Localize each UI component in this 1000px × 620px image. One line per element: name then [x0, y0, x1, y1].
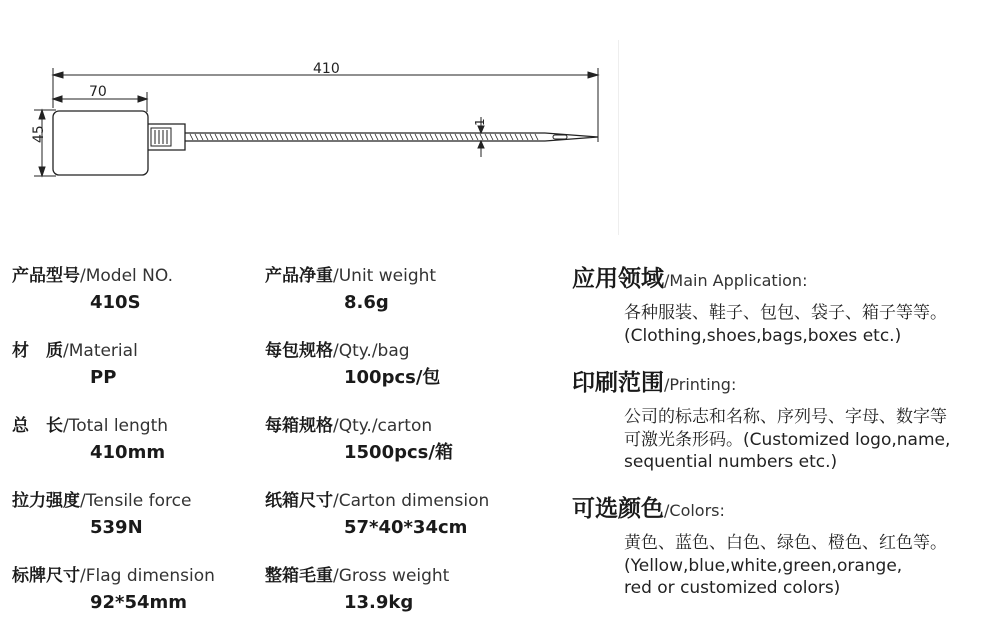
spec-label-en: /Gross weight — [333, 566, 450, 586]
strap-tooth — [290, 134, 293, 140]
spec-label-en: /Unit weight — [333, 266, 437, 286]
spec-value: 13.9kg — [344, 592, 414, 613]
divider-line — [618, 40, 619, 235]
spec-label-zh: 总 长 — [12, 416, 63, 436]
strap-tooth — [245, 134, 248, 140]
dim-label-height: 45 — [31, 125, 47, 143]
strap-tooth — [455, 134, 458, 140]
strap-tooth — [445, 134, 448, 140]
spec-value: 57*40*34cm — [344, 517, 468, 538]
spec-label-zh: 每包规格 — [265, 341, 333, 361]
strap-tooth — [320, 134, 323, 140]
strap-tooth — [280, 134, 283, 140]
spec-flag-dimension — [12, 565, 215, 615]
strap-tooth — [485, 134, 488, 140]
strap-tooth — [535, 134, 538, 140]
section-title-zh: 印刷范围 — [572, 370, 664, 396]
strap-tooth — [350, 134, 353, 140]
spec-value: 539N — [90, 517, 143, 538]
spec-value: 410mm — [90, 442, 166, 463]
spec-total-length — [12, 415, 168, 465]
section-body: 公司的标志和名称、序列号、字母、数字等 可激光条形码。(Customized logo,name, sequential numbers etc.) — [624, 407, 951, 472]
strap-tooth — [200, 134, 203, 140]
flag-tag — [53, 111, 148, 175]
spec-label-en: /Model NO. — [80, 266, 173, 286]
strap-tooth — [375, 134, 378, 140]
strap-teeth — [190, 134, 538, 140]
strap-tooth — [520, 134, 523, 140]
strap-tooth — [265, 134, 268, 140]
spec-qty-carton — [265, 415, 453, 465]
strap-tooth — [205, 134, 208, 140]
strap-tooth — [250, 134, 253, 140]
spec-qty-bag — [265, 340, 440, 390]
strap-tooth — [500, 134, 503, 140]
strap-tooth — [235, 134, 238, 140]
spec-label-zh: 材 质 — [12, 341, 63, 361]
strap-tooth — [475, 134, 478, 140]
spec-material — [12, 340, 138, 390]
strap-tooth — [315, 134, 318, 140]
arrow-height-top — [39, 110, 45, 119]
spec-label-zh: 每箱规格 — [265, 416, 333, 436]
strap-tooth — [385, 134, 388, 140]
strap-tooth — [255, 134, 258, 140]
strap-tooth — [210, 134, 213, 140]
strap-tooth — [460, 134, 463, 140]
section-title-en: /Printing: — [664, 375, 737, 394]
strap-tooth — [525, 134, 528, 140]
spec-label-en: /Carton dimension — [333, 491, 490, 511]
section-printing — [572, 368, 992, 474]
arrow-flag-right — [138, 96, 147, 102]
spec-label-en: /Qty./bag — [333, 341, 410, 361]
strap-tooth — [530, 134, 533, 140]
strap-tooth — [425, 134, 428, 140]
spec-value: 410S — [90, 292, 141, 313]
strap-tooth — [450, 134, 453, 140]
arrow-total-right — [588, 72, 598, 78]
strap-tooth — [415, 134, 418, 140]
strap-tooth — [295, 134, 298, 140]
strap-tooth — [420, 134, 423, 140]
strap-tooth — [380, 134, 383, 140]
strap-tooth — [410, 134, 413, 140]
strap-tooth — [340, 134, 343, 140]
spec-tensile-force — [12, 490, 191, 540]
strap-tooth — [440, 134, 443, 140]
arrow-flag-left — [53, 96, 62, 102]
strap-tooth — [510, 134, 513, 140]
strap-tooth — [355, 134, 358, 140]
strap-tooth — [220, 134, 223, 140]
dim-label-total: 410 — [313, 61, 340, 77]
strap-tooth — [330, 134, 333, 140]
spec-label-en: /Material — [63, 341, 138, 361]
spec-label-zh: 产品型号 — [12, 266, 80, 286]
arrow-height-bottom — [39, 167, 45, 176]
strap-tooth — [395, 134, 398, 140]
arrow-thickness-top — [478, 126, 484, 133]
section-title-en: /Main Application: — [664, 271, 808, 290]
strap-tooth — [360, 134, 363, 140]
strap-tooth — [305, 134, 308, 140]
spec-value: 8.6g — [344, 292, 389, 313]
dim-label-flag: 70 — [89, 84, 107, 100]
strap-tooth — [365, 134, 368, 140]
arrow-total-left — [53, 72, 63, 78]
strap-tooth — [195, 134, 198, 140]
spec-label-zh: 产品净重 — [265, 266, 333, 286]
strap-tooth — [325, 134, 328, 140]
strap-tooth — [275, 134, 278, 140]
spec-label-en: /Total length — [63, 416, 169, 436]
strap-tooth — [345, 134, 348, 140]
spec-carton-dimension — [265, 490, 489, 540]
strap-tooth — [270, 134, 273, 140]
strap-tooth — [285, 134, 288, 140]
spec-unit-weight — [265, 265, 436, 315]
strap-tooth — [505, 134, 508, 140]
strap-tooth — [495, 134, 498, 140]
strap-tooth — [470, 134, 473, 140]
strap-tooth — [390, 134, 393, 140]
spec-model — [12, 265, 173, 315]
spec-gross-weight — [265, 565, 449, 615]
section-title-zh: 应用领域 — [572, 266, 664, 292]
section-title-zh: 可选颜色 — [572, 496, 664, 522]
locking-chamber — [151, 128, 171, 146]
section-colors — [572, 494, 992, 600]
strap-tooth — [215, 134, 218, 140]
strap-tooth — [405, 134, 408, 140]
section-body: 黄色、蓝色、白色、绿色、橙色、红色等。 (Yellow,blue,white,green,orange, red or customized colors) — [624, 533, 947, 598]
spec-label-zh: 整箱毛重 — [265, 566, 333, 586]
strap-tooth — [190, 134, 193, 140]
strap-tooth — [490, 134, 493, 140]
strap-tooth — [300, 134, 303, 140]
spec-value: 92*54mm — [90, 592, 188, 613]
seal-drawing — [0, 0, 1000, 235]
spec-label-en: /Tensile force — [80, 491, 192, 511]
strap-tooth — [225, 134, 228, 140]
strap-tooth — [260, 134, 263, 140]
strap-tooth — [335, 134, 338, 140]
strap-tooth — [230, 134, 233, 140]
strap-tooth — [435, 134, 438, 140]
strap-slot — [553, 135, 567, 139]
strap-tooth — [465, 134, 468, 140]
section-main-application — [572, 264, 992, 347]
section-body: 各种服装、鞋子、包包、袋子、箱子等等。 (Clothing,shoes,bags,boxes etc.) — [624, 303, 947, 346]
strap-tooth — [310, 134, 313, 140]
spec-value: PP — [90, 367, 117, 388]
spec-label-zh: 标牌尺寸 — [12, 566, 80, 586]
section-title-en: /Colors: — [664, 501, 725, 520]
spec-value: 1500pcs/箱 — [344, 442, 453, 463]
strap-tooth — [400, 134, 403, 140]
spec-label-zh: 拉力强度 — [12, 491, 80, 511]
spec-label-en: /Qty./carton — [333, 416, 433, 436]
technical-drawing — [0, 0, 1000, 235]
spec-label-zh: 纸箱尺寸 — [265, 491, 333, 511]
arrow-thickness-bottom — [478, 141, 484, 148]
strap-tooth — [430, 134, 433, 140]
strap-tooth — [240, 134, 243, 140]
strap-tooth — [515, 134, 518, 140]
spec-label-en: /Flag dimension — [80, 566, 215, 586]
spec-value: 100pcs/包 — [344, 367, 441, 388]
strap-tooth — [370, 134, 373, 140]
strap-tooth — [480, 134, 483, 140]
dim-label-thickness: 1 — [473, 118, 487, 126]
